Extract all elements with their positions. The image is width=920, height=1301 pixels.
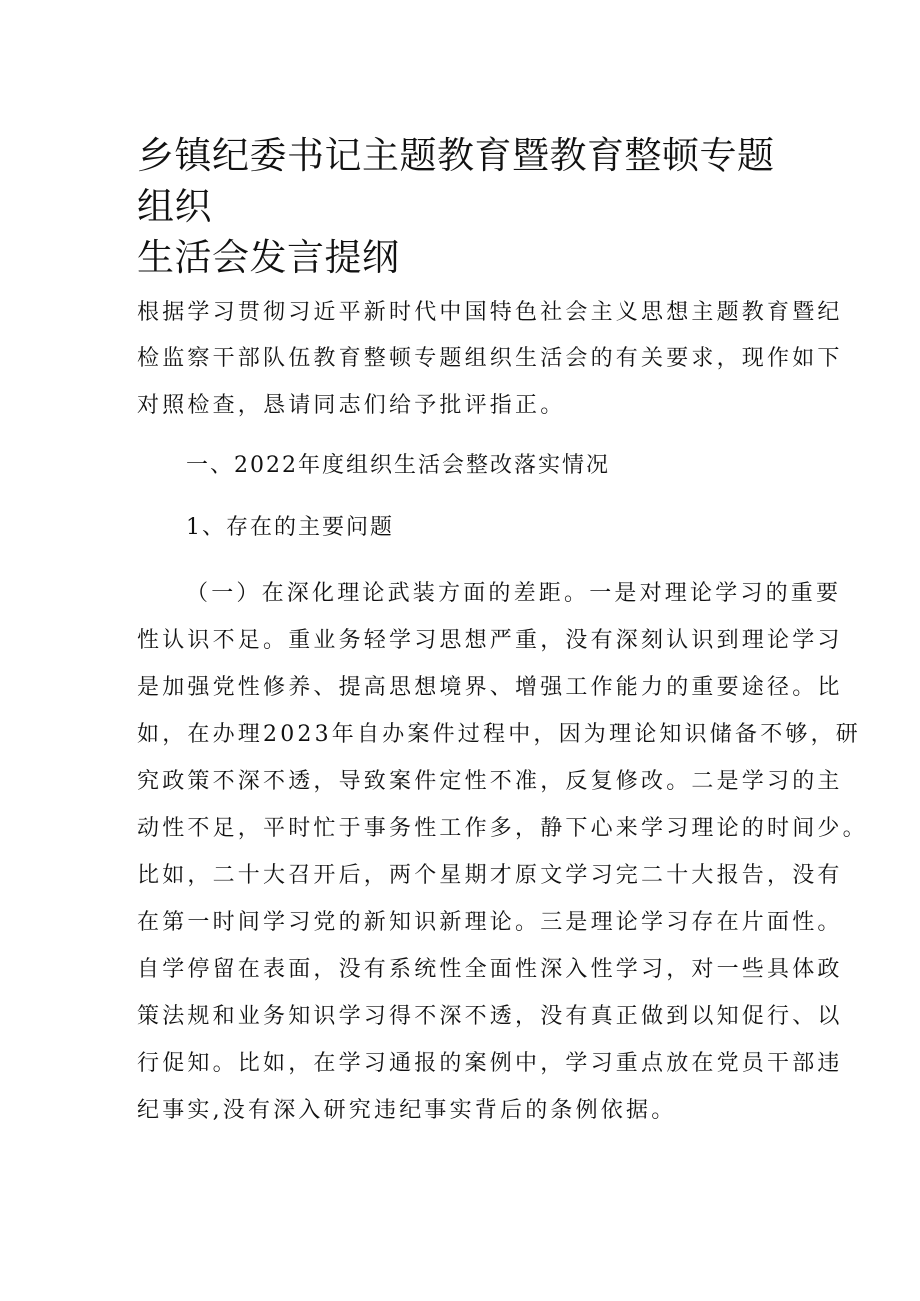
intro-line: 对照检查，恳请同志们给予批评指正。 [137, 393, 566, 418]
document-title [137, 130, 797, 283]
title-line: 乡镇纪委书记主题教育暨教育整顿专题组织 [137, 134, 775, 228]
body-line: 在第一时间学习党的新知识新理论。三是理论学习存在片面性。 [137, 910, 843, 935]
section-heading: 一、2022年度组织生活会整改落实情况 [186, 453, 610, 478]
intro-line: 检监察干部队伍教育整顿专题组织生活会的有关要求，现作如下 [137, 346, 843, 371]
intro-line: 根据学习贯彻习近平新时代中国特色社会主义思想主题教育暨纪 [137, 300, 843, 325]
body-line: （一）在深化理论武装方面的差距。一是对理论学习的重要 [186, 581, 842, 606]
subsection-heading: 1、存在的主要问题 [186, 515, 394, 540]
body-line: 动性不足，平时忙于事务性工作多，静下心来学习理论的时间少。 [137, 816, 868, 841]
body-line: 是加强党性修养、提高思想境界、增强工作能力的重要途径。比 [137, 675, 843, 700]
body-line: 比如，二十大召开后，两个星期才原文学习完二十大报告，没有 [137, 863, 843, 888]
body-line: 性认识不足。重业务轻学习思想严重，没有深刻认识到理论学习 [137, 628, 843, 653]
body-line: 策法规和业务知识学习得不深不透，没有真正做到以知促行、以 [137, 1004, 843, 1029]
body-line: 行促知。比如，在学习通报的案例中，学习重点放在党员干部违 [137, 1051, 843, 1076]
body-line: 自学停留在表面，没有系统性全面性深入性学习，对一些具体政 [137, 957, 843, 982]
title-line: 生活会发言提纲 [137, 236, 400, 279]
body-line: 纪事实,没有深入研究违纪事实背后的条例依据。 [137, 1098, 677, 1123]
body-line: 究政策不深不透，导致案件定性不准，反复修改。二是学习的主 [137, 769, 843, 794]
body-line: 如，在办理2023年自办案件过程中，因为理论知识储备不够，研 [137, 722, 861, 747]
